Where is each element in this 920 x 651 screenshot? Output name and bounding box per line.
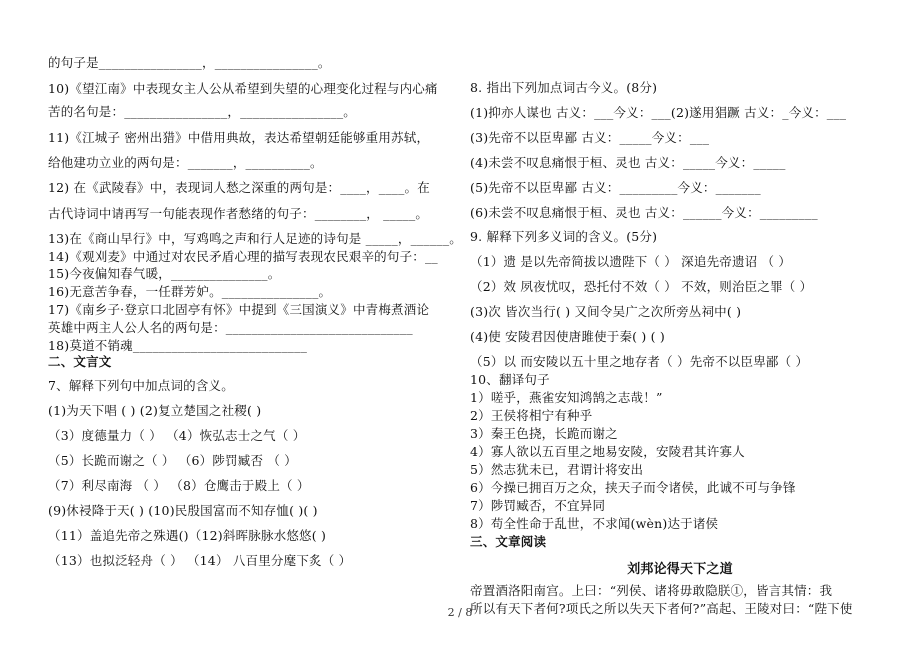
text-line: 给他建功立业的两句是：_______，__________。 [48,155,323,170]
text-line: (4)未尝不叹息痛恨于桓、灵也 古义：_____今义：_____ [470,155,786,170]
question-heading: 9. 解释下列多义词的含义。(5分) [470,229,658,244]
text-line: (3)先帝不以臣卑鄙 古义：_____今义：___ [470,130,710,145]
text-line: 1）嗟乎，燕雀安知鸿鹄之志哉！” [470,390,663,405]
text-line: 11)《江城子 密州出猎》中借用典故，表达希望朝廷能够重用苏轼， [48,130,430,145]
section-heading: 二、文言文 [48,354,112,369]
text-line: （7）利尽南海 （ ） （8）仓鹰击于殿上（ ） [48,478,310,493]
section-heading: 三、文章阅读 [470,534,547,549]
text-line: 15)今夜偏知春气暖，_______________。 [48,266,281,281]
text-line: (6)未尝不叹息痛恨于桓、灵也 古义：______今义：_________ [470,205,818,220]
question-heading: 8. 指出下列加点词古今义。(8分) [470,80,658,95]
text-line: 5）然志犹未已，君谓计将安出 [470,462,644,477]
text-line: (5)先帝不以臣卑鄙 古义：_________今义：_______ [470,180,761,195]
text-line: 4）寡人欲以五百里之地易安陵，安陵君其许寡人 [470,444,745,459]
page-number: 2 / 8 [447,606,473,619]
text-line: 18)莫道不销魂___________________________ [48,338,308,353]
text-line: 13)在《商山早行》中，写鸡鸣之声和行人足迹的诗句是 _____，______。 [48,231,463,246]
text-line: 苦的名句是：________________，________________。 [48,104,357,119]
text-line: （2）效 夙夜忧叹，恐托付不效（ ） 不效，则治臣之罪（ ） [470,279,813,294]
text-line: 17)《南乡子·登京口北固亭有怀》中提到《三国演义》中青梅煮酒论 [48,302,430,317]
text-line: 的句子是________________，________________。 [48,55,331,70]
text-line: 10)《望江南》中表现女主人公从希望到失望的心理变化过程与内心痛 [48,81,438,96]
text-line: （13）也拟泛轻舟（ ） （14） 八百里分麾下炙（ ） [48,553,352,568]
text-line: 3）秦王色挠，长跪而谢之 [470,426,618,441]
text-line: (3)次 皆次当行( ) 又间令吴广之次所旁丛祠中( ) [470,304,742,319]
text-line: 英雄中两主人公人名的两句是：_____________________________ [48,320,413,335]
text-line: （1）遗 是以先帝简拔以遗陛下（ ） 深追先帝遗诏 （ ） [470,254,792,269]
article-text: 帝置酒洛阳南宫。上曰：“列侯、诸将毋敢隐朕①，皆言其情：我 [470,583,833,598]
text-line: (1)抑亦人谋也 古义：___今义：___(2)遂用猖蹶 古义：_今义：___ [470,105,847,120]
text-line: (9)休祲降于天( ) (10)民殷国富而不知存恤( )( ) [48,503,318,518]
text-line: 16)无意苦争春，一任群芳妒。_______________。 [48,284,332,299]
text-line: 古代诗词中请再写一句能表现作者愁绪的句子：________， _____。 [48,206,429,221]
text-line: 6）今操已拥百万之众，挟天子而令诸侯，此诚不可与争锋 [470,480,796,495]
text-line: 2）王侯将相宁有种乎 [470,408,593,423]
text-line: （3）度德量力（ ） （4）恢弘志士之气（ ） [48,428,306,443]
question-heading: 7、解释下列句中加点词的含义。 [48,378,234,393]
article-title: 刘邦论得天下之道 [627,562,733,577]
question-heading: 10、翻译句子 [470,372,550,387]
text-line: (1)为天下唱 ( ) (2)复立楚国之社稷( ) [48,403,262,418]
text-line: 8）苟全性命于乱世，不求闻(wèn)达于诸侯 [470,516,719,531]
text-line: （5）长跪而谢之（ ） （6）陟罚臧否 （ ） [48,453,297,468]
text-line: 12) 在《武陵春》中，表现词人愁之深重的两句是：____，____。在 [48,180,430,195]
text-line: 14)《观刈麦》中通过对农民矛盾心理的描写表现农民艰辛的句子：__ [48,249,438,264]
text-line: 7）陟罚臧否，不宜异同 [470,498,606,513]
text-line: (4)使 安陵君因使唐雎使于秦( ) ( ) [470,329,666,344]
text-line: （11）盖追先帝之殊遇()（12)斜晖脉脉水悠悠( ) [48,528,327,543]
article-text: 所以有天下者何?项氏之所以失天下者何?”高起、王陵对曰：“陛下使 [470,601,853,616]
text-line: （5）以 而安陵以五十里之地存者（ ）先帝不以臣卑鄙（ ） [470,354,809,369]
